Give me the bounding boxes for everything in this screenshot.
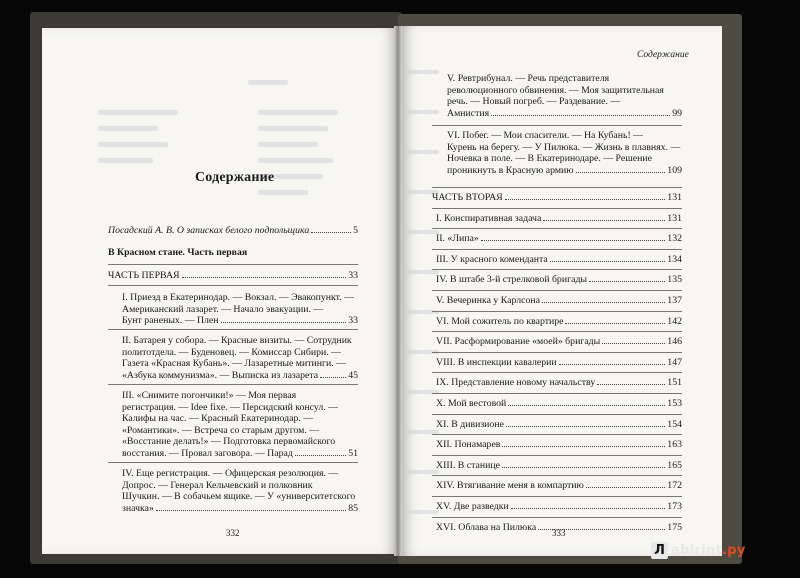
entry-title: XI. В дивизионе <box>436 418 504 430</box>
watermark-logo <box>651 542 746 559</box>
leader-dots <box>565 323 665 324</box>
toc-entry <box>436 480 682 492</box>
toc-entry <box>122 335 358 381</box>
leader-dots <box>221 322 347 323</box>
entry-line: революционного обвинения. — Моя защитительная <box>447 84 664 96</box>
entry-line: Бунт раненых. — Плен <box>122 315 219 327</box>
entry-title: V. Вечеринка у Карлсона <box>436 295 541 306</box>
leader-dots <box>543 220 665 221</box>
entry-title: XV. Две разведки <box>436 501 509 512</box>
page-number: 154 <box>667 418 682 430</box>
separator-line <box>432 125 682 126</box>
entry-title: I. Конспиративная задача <box>436 212 542 224</box>
page-number: 163 <box>667 439 682 451</box>
separator-line <box>432 455 682 456</box>
watermark-word: abirint <box>671 543 722 558</box>
separator-line <box>432 228 682 229</box>
toc-entry <box>122 390 358 460</box>
toc-entry <box>436 233 682 245</box>
toc-entry <box>436 336 682 348</box>
entry-title: XIV. Втягивание меня в компартию <box>436 480 584 492</box>
entry-line: восстания. — Провал заговора. — Парад <box>122 447 293 459</box>
book-spine <box>394 26 402 556</box>
toc-entry <box>436 439 682 451</box>
entry-line: речь. — Новый погреб. — Раздевание. — <box>447 96 621 108</box>
entry-line: «Восстание делать!» — Подготовка первомайского <box>122 436 336 448</box>
toc-entry <box>436 357 682 369</box>
entry-title: VIII. В инспекции кавалерии <box>436 356 557 368</box>
separator-line <box>432 187 682 188</box>
toc-entry-intro <box>108 225 358 237</box>
toc-entry <box>436 398 682 410</box>
toc-title: Содержание <box>195 170 275 185</box>
leader-dots <box>156 510 346 511</box>
toc-entry <box>108 270 358 282</box>
entry-line: Допрос. — Генерал Кельчевский и полковник <box>122 479 313 491</box>
part-heading: В Красном стане. Часть первая <box>108 247 248 258</box>
toc-entry <box>436 460 682 472</box>
leader-dots <box>481 240 666 241</box>
entry-title: VII. Расформирование «моей» бригады <box>436 336 601 348</box>
entry-title: X. Мой вестовой <box>436 398 507 409</box>
separator-line <box>432 475 682 476</box>
show-through-left <box>78 60 348 210</box>
entry-line: Амнистия <box>447 107 490 119</box>
toc-entry <box>436 213 682 225</box>
leader-dots <box>508 405 665 406</box>
entry-line: Калифы на час. — Красный Екатеринодар. — <box>122 413 314 425</box>
toc-entry <box>447 130 682 176</box>
separator-line <box>108 329 358 330</box>
separator-line <box>432 496 682 497</box>
leader-dots <box>576 172 666 173</box>
page-folio-left: 332 <box>226 528 240 538</box>
entry-title: ЧАСТЬ ПЕРВАЯ <box>108 270 180 281</box>
toc-entry <box>432 192 682 204</box>
entry-line: политотдела. — Буденовец. — Комиссар Сибири. — <box>122 346 341 358</box>
leader-dots <box>586 487 665 488</box>
page-number: 173 <box>667 501 682 512</box>
page-number: 5 <box>353 225 358 236</box>
page-number: 134 <box>667 253 682 265</box>
separator-line <box>432 290 682 291</box>
page-number: 132 <box>667 233 682 245</box>
leader-dots <box>597 384 665 385</box>
entry-title: II. «Липа» <box>436 233 479 245</box>
intro-text: Посадский А. В. О записках белого подпольщика <box>108 225 310 236</box>
separator-line <box>432 352 682 353</box>
entry-title: XII. Понамарев <box>436 439 501 451</box>
entry-title: IV. В штабе 3-й стрелковой бригады <box>436 274 588 286</box>
separator-line <box>432 414 682 415</box>
page-number: 135 <box>667 274 682 286</box>
entry-title: XVI. Облава на Пилюка <box>436 521 537 533</box>
separator-line <box>432 434 682 435</box>
page-number: 109 <box>667 164 682 176</box>
page-number: 131 <box>667 192 682 203</box>
entry-line: III. «Снимите погончики!» — Моя первая <box>122 390 297 401</box>
separator-line <box>108 285 358 286</box>
leader-dots <box>295 455 346 456</box>
page-number: 153 <box>667 398 682 409</box>
page-folio-right: 333 <box>552 528 566 538</box>
toc-entry <box>447 73 682 119</box>
page-number: 45 <box>348 369 358 381</box>
separator-line <box>432 311 682 312</box>
entry-line: Американский лазарет. — Начало эвакуации. — <box>122 303 324 315</box>
entry-line: IV. Еще регистрация. — Офицерская резолюция. — <box>122 468 339 479</box>
leader-dots <box>589 281 665 282</box>
page-number: 51 <box>348 447 358 459</box>
entry-title: III. У красного коменданта <box>436 253 548 265</box>
page-number: 165 <box>667 459 682 471</box>
page-number: 137 <box>667 295 682 306</box>
separator-line <box>432 393 682 394</box>
leader-dots <box>505 199 666 200</box>
leader-dots <box>502 446 665 447</box>
separator-line <box>108 384 358 385</box>
leader-dots <box>542 302 665 303</box>
entry-line: V. Ревтрибунал. — Речь представителя <box>447 73 610 84</box>
leader-dots <box>602 343 665 344</box>
leader-dots <box>311 232 351 233</box>
separator-line <box>432 517 682 518</box>
watermark-suffix: .ру <box>721 543 746 558</box>
toc-entry <box>436 295 682 307</box>
watermark-text <box>671 543 746 558</box>
toc-entry <box>436 316 682 328</box>
entry-line: Газета «Красная Кубань». — Лазаретные митинги. — <box>122 358 346 370</box>
entry-line: значка» <box>122 502 154 514</box>
page-number: 142 <box>667 315 682 327</box>
toc-entry <box>436 419 682 431</box>
page-number: 85 <box>348 502 358 514</box>
page-number: 175 <box>667 521 682 533</box>
page-number: 33 <box>348 315 358 327</box>
page-number: 99 <box>672 107 682 119</box>
separator-line <box>432 249 682 250</box>
entry-line: Курень на берегу. — У Пилюка. — Жизнь в плавнях. — <box>447 141 681 153</box>
toc-entry <box>436 274 682 286</box>
leader-dots <box>502 467 665 468</box>
running-head: Содержание <box>637 50 689 60</box>
separator-line <box>108 462 358 463</box>
labyrinth-logo-icon: Л <box>651 542 668 559</box>
entry-line: II. Батарея у собора. — Красные визиты. — Сотрудник <box>122 335 352 346</box>
toc-entry <box>122 468 358 514</box>
separator-line <box>432 331 682 332</box>
leader-dots <box>491 115 670 116</box>
leader-dots <box>559 364 666 365</box>
separator-line <box>432 208 682 209</box>
page-number: 131 <box>667 212 682 224</box>
entry-line: регистрация. — Idee fixe. — Персидский консул. — <box>122 401 338 413</box>
page-number: 33 <box>348 270 358 281</box>
entry-line: Шучкин. — В собачьем ящике. — У «университетского <box>122 491 356 503</box>
leader-dots <box>511 508 666 509</box>
toc-entry <box>436 377 682 389</box>
entry-title: IX. Представление новому начальству <box>436 377 596 389</box>
separator-line <box>108 264 358 265</box>
entry-line: «Азбука коммунизма». — Выписка из лазарета <box>122 369 319 381</box>
leader-dots <box>550 261 666 262</box>
page-number: 147 <box>667 356 682 368</box>
entry-line: Ночевка в поле. — В Екатеринодаре. — Решение <box>447 153 652 165</box>
entry-title: ЧАСТЬ ВТОРАЯ <box>432 192 503 203</box>
entry-line: проникнуть в Красную армию <box>447 164 574 176</box>
entry-title: XIII. В станице <box>436 459 500 471</box>
page-number: 172 <box>667 480 682 492</box>
entry-line: I. Приезд в Екатеринодар. — Вокзал. — Эвакопункт. — <box>122 292 354 303</box>
entry-title: VI. Мой сожитель по квартире <box>436 315 564 327</box>
separator-line <box>432 269 682 270</box>
page-number: 151 <box>667 377 682 389</box>
toc-entry <box>436 254 682 266</box>
toc-entry <box>122 292 358 327</box>
leader-dots <box>320 377 346 378</box>
entry-line: VI. Побег. — Мои спасители. — На Кубань! — <box>447 130 643 141</box>
toc-entry <box>436 501 682 513</box>
leader-dots <box>506 426 665 427</box>
page-number: 146 <box>667 336 682 348</box>
entry-line: «Романтики». — Встреча со старым другом. — <box>122 424 320 436</box>
separator-line <box>432 372 682 373</box>
leader-dots <box>182 277 347 278</box>
